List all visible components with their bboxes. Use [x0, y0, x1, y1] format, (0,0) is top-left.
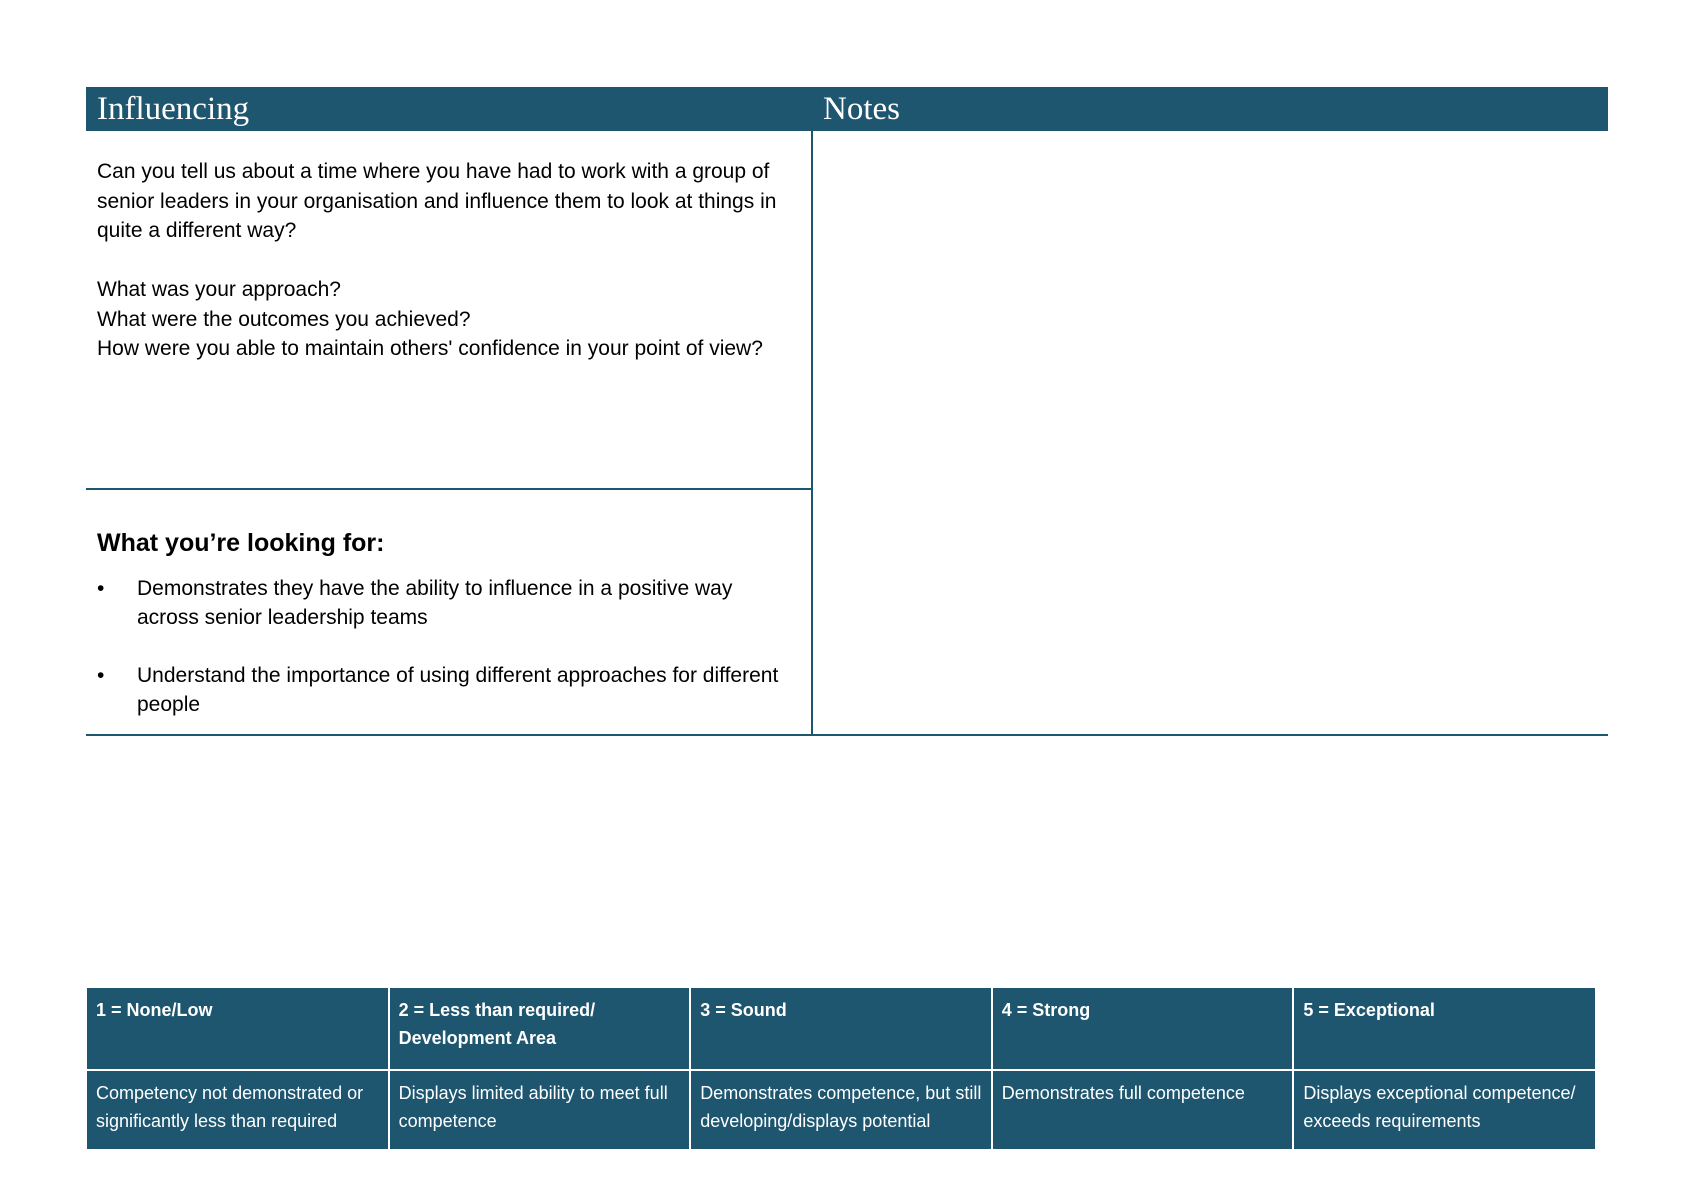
rating-description-1: Competency not demonstrated or significantly less than required — [87, 1070, 389, 1149]
rating-score-5: 5 = Exceptional — [1293, 988, 1595, 1070]
criteria-list — [97, 574, 797, 748]
question-section — [97, 157, 797, 364]
criteria-item-text: Understand the importance of using different approaches for different people — [137, 664, 779, 716]
column-divider — [811, 131, 813, 735]
section-divider — [86, 488, 812, 490]
criteria-item-text: Demonstrates they have the ability to influence in a positive way across senior leadership teams — [137, 577, 733, 629]
follow-up-question: What were the outcomes you achieved? — [97, 307, 471, 331]
criteria-title: What you’re looking for: — [97, 529, 385, 557]
rating-score-2: 2 = Less than required/ Development Area — [389, 988, 691, 1070]
rating-scale-table — [87, 988, 1595, 1149]
criteria-item — [97, 574, 797, 632]
rating-score-4: 4 = Strong — [992, 988, 1294, 1070]
follow-up-question: How were you able to maintain others' confidence in your point of view? — [97, 337, 763, 360]
table-header-bar — [86, 87, 1608, 131]
rating-description-2: Displays limited ability to meet full competence — [389, 1070, 691, 1149]
criteria-item — [97, 661, 797, 719]
notes-title: Notes — [823, 91, 900, 127]
bullet-icon: • — [97, 577, 105, 600]
rating-description-3: Demonstrates competence, but still developing/displays potential — [690, 1070, 992, 1149]
main-question: Can you tell us about a time where you have had to work with a group of senior leaders in your organisation and influence them to look at things in quite a different way? — [97, 160, 777, 242]
rating-score-row — [87, 988, 1595, 1070]
competency-title: Influencing — [97, 91, 250, 127]
rating-description-row — [87, 1070, 1595, 1149]
interview-question-table — [86, 87, 1608, 735]
follow-up-question: What was your approach? — [97, 278, 341, 301]
rating-score-3: 3 = Sound — [690, 988, 992, 1070]
bullet-icon: • — [97, 664, 105, 687]
rating-description-5: Displays exceptional competence/ exceeds requirements — [1293, 1070, 1595, 1149]
rating-description-4: Demonstrates full competence — [992, 1070, 1294, 1149]
rating-score-1: 1 = None/Low — [87, 988, 389, 1070]
